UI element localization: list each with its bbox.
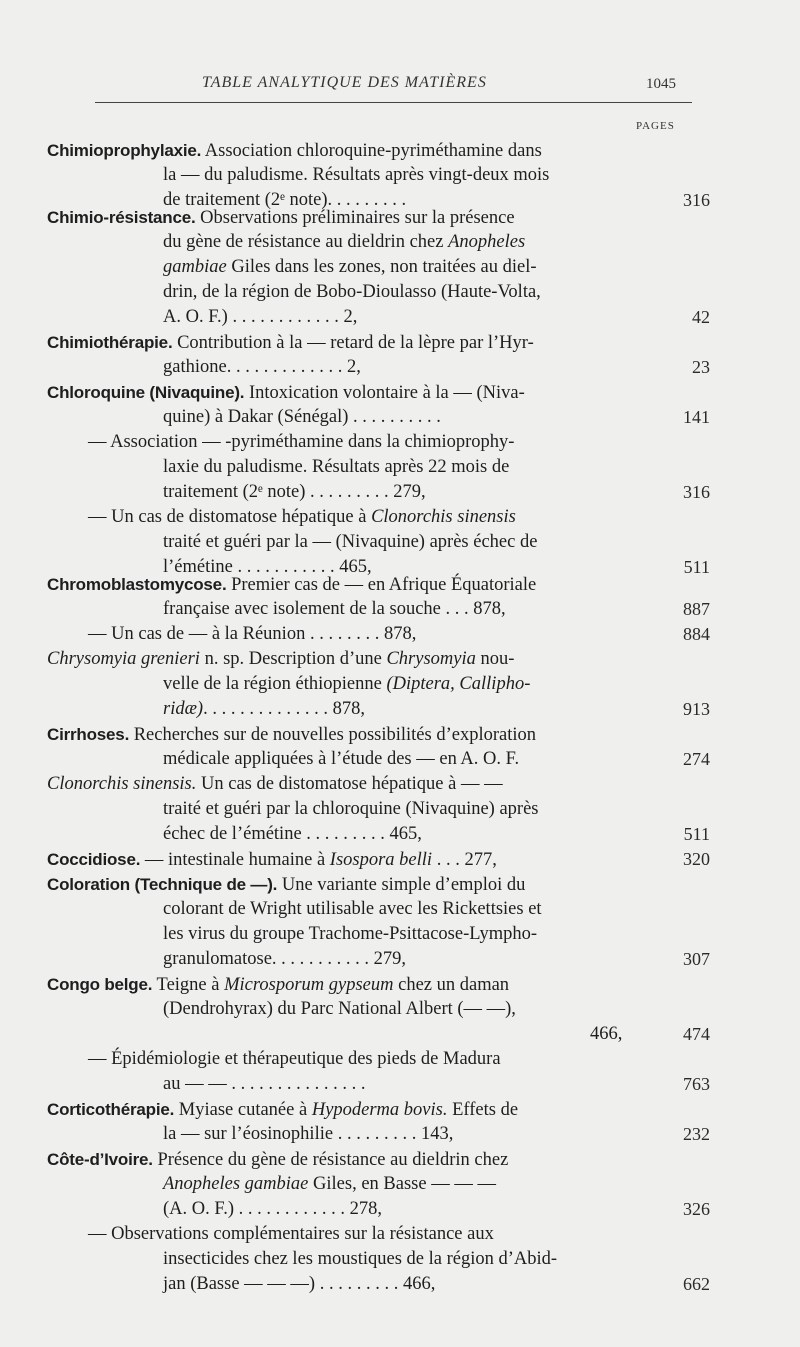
entry-text: Intoxication volontaire à la — (Niva-	[244, 383, 525, 403]
index-line	[47, 572, 536, 597]
index-line	[163, 747, 519, 772]
entry-text: Giles, en Basse — — —	[308, 1174, 496, 1194]
index-line	[47, 138, 542, 163]
page-reference: 763	[683, 1074, 710, 1094]
entry-text: traité et guéri par la — (Nivaquine) après échec de	[163, 532, 538, 552]
index-line	[88, 505, 516, 530]
entry-text: Présence du gène de résistance au dieldrin chez	[152, 1150, 509, 1170]
entry-text: A. O. F.) . . . . . . . . . . . . 2,	[163, 307, 358, 327]
page-reference: 316	[683, 190, 710, 210]
entry-text: granulomatose. . . . . . . . . . . 279,	[163, 949, 407, 969]
index-line	[163, 1272, 435, 1297]
entry-heading: Côte-d’Ivoire.	[47, 1150, 153, 1169]
entry-text: (Dendrohyrax) du Parc National Albert (— —),	[163, 999, 516, 1019]
entry-text: . . . . . . . . . . . . . . 878,	[203, 699, 365, 719]
index-line	[163, 822, 422, 847]
entry-text: — Observations complémentaires sur la résistance aux	[88, 1224, 494, 1244]
italic-text: Clonorchis sinensis.	[47, 774, 197, 794]
page-reference: 42	[692, 307, 710, 327]
entry-text: — intestinale humaine à	[140, 850, 330, 870]
index-line	[163, 530, 537, 555]
entry-text: les virus du groupe Trachome-Psittacose-Lympho-	[163, 924, 538, 944]
entry-heading: Coccidiose.	[47, 850, 141, 869]
index-line	[47, 330, 534, 355]
entry-text: . . . 277,	[432, 850, 497, 870]
entry-text: gathione. . . . . . . . . . . . . 2,	[163, 357, 361, 377]
pages-column-label: PAGES	[636, 120, 675, 132]
italic-text: Anopheles	[448, 232, 526, 252]
entry-text: la — sur l’éosinophilie . . . . . . . . . 143,	[163, 1124, 454, 1144]
index-line	[47, 872, 525, 897]
entry-text: traité et guéri par la chloroquine (Nivaquine) après	[163, 799, 539, 819]
page-reference: 320	[683, 849, 710, 869]
running-header	[0, 74, 800, 104]
index-line	[47, 380, 525, 405]
entry-heading: Congo belge.	[47, 975, 153, 994]
index-line	[163, 455, 509, 480]
entry-text: 466,	[590, 1024, 623, 1044]
index-line	[88, 622, 416, 647]
index-line	[163, 697, 365, 722]
entry-text: (A. O. F.) . . . . . . . . . . . . 278,	[163, 1199, 382, 1219]
index-line	[163, 1197, 382, 1222]
index-line	[163, 480, 426, 505]
entry-text: l’émétine . . . . . . . . . . . 465,	[163, 557, 372, 577]
page-reference: 316	[683, 482, 710, 502]
italic-text: Isospora belli	[329, 850, 433, 870]
entry-text: quine) à Dakar (Sénégal) . . . . . . . . . .	[163, 407, 441, 427]
entry-text: — Épidémiologie et thérapeutique des pieds de Madura	[88, 1049, 501, 1069]
entry-text: Un cas de distomatose hépatique à — —	[196, 774, 503, 794]
italic-text: Anopheles gambiae	[163, 1174, 309, 1194]
page-reference: 307	[683, 949, 710, 969]
entry-text: médicale appliquées à l’étude des — en A. O. F.	[163, 749, 520, 769]
italic-text: Microsporum gypseum	[224, 975, 394, 995]
index-line	[47, 972, 509, 997]
entry-heading: Chimio-résistance.	[47, 208, 196, 227]
page-reference: 474	[683, 1024, 710, 1044]
entry-text: traitement (2ᵉ note) . . . . . . . . . 279,	[163, 482, 426, 502]
index-line	[88, 1222, 494, 1247]
running-title: TABLE ANALYTIQUE DES MATIÈRES	[202, 74, 487, 91]
entry-text: — Association — -pyriméthamine dans la chimioprophy-	[88, 432, 515, 452]
index-line	[163, 922, 537, 947]
index-line	[163, 797, 539, 822]
page-reference: 232	[683, 1124, 710, 1144]
page-reference: 274	[683, 749, 710, 769]
italic-text: Clonorchis sinensis	[371, 507, 516, 527]
entry-text: colorant de Wright utilisable avec les Rickettsies et	[163, 899, 542, 919]
entry-heading: Coloration (Technique de —).	[47, 875, 278, 894]
index-line	[163, 163, 549, 188]
entry-text: Myiase cutanée à	[174, 1100, 312, 1120]
index-line	[163, 1072, 365, 1097]
entry-text: n. sp. Description d’une	[199, 649, 387, 669]
index-line	[590, 1022, 622, 1047]
page-number: 1045	[646, 76, 676, 92]
entry-text: nou-	[475, 649, 515, 669]
italic-text: Chrysomyia	[386, 649, 476, 669]
entry-heading: Chloroquine (Nivaquine).	[47, 383, 245, 402]
index-line	[47, 847, 497, 872]
entry-text: Giles dans les zones, non traitées au diel-	[226, 257, 537, 277]
entry-text: — Un cas de distomatose hépatique à	[88, 507, 372, 527]
index-line	[163, 947, 406, 972]
entry-heading: Cirrhoses.	[47, 725, 130, 744]
italic-text: ridæ)	[163, 699, 204, 719]
index-line	[163, 997, 516, 1022]
index-line	[163, 897, 542, 922]
entry-text: — Un cas de — à la Réunion . . . . . . . . 878,	[88, 624, 417, 644]
entry-text: Premier cas de — en Afrique Équatoriale	[226, 575, 537, 595]
index-line	[47, 722, 536, 747]
page-reference: 884	[683, 624, 710, 644]
page-reference: 141	[683, 407, 710, 427]
page-reference: 511	[683, 824, 710, 844]
entry-heading: Chromoblastomycose.	[47, 575, 227, 594]
entry-text: française avec isolement de la souche . . . 878,	[163, 599, 506, 619]
index-line	[163, 230, 525, 255]
entry-text: Contribution à la — retard de la lèpre par l’Hyr-	[172, 333, 534, 353]
entry-text: jan (Basse — — —) . . . . . . . . . 466,	[163, 1274, 436, 1294]
entry-text: chez un daman	[393, 975, 510, 995]
index-line	[47, 205, 515, 230]
entry-text: Teigne à	[152, 975, 225, 995]
italic-text: gambiae	[163, 257, 227, 277]
page-reference: 887	[683, 599, 710, 619]
entry-text: de traitement (2ᵉ note). . . . . . . . .	[163, 190, 407, 210]
entry-text: au — — . . . . . . . . . . . . . . .	[163, 1074, 366, 1094]
entry-text: du gène de résistance au dieldrin chez	[163, 232, 449, 252]
entry-text: Une variante simple d’emploi du	[277, 875, 526, 895]
index-line	[163, 405, 441, 430]
page-reference: 511	[683, 557, 710, 577]
page-reference: 662	[683, 1274, 710, 1294]
entry-text: Observations préliminaires sur la présence	[195, 208, 515, 228]
entry-text: échec de l’émétine . . . . . . . . . 465,	[163, 824, 422, 844]
entry-text: Association chloroquine-pyriméthamine dans	[201, 141, 542, 161]
italic-text: Chrysomyia grenieri	[47, 649, 200, 669]
entry-text: Effets de	[447, 1100, 519, 1120]
index-line	[47, 1147, 508, 1172]
entry-text: drin, de la région de Bobo-Dioulasso (Haute-Volta,	[163, 282, 541, 302]
index-line	[163, 280, 541, 305]
index-line	[163, 1247, 557, 1272]
index-line	[163, 1122, 453, 1147]
index-line	[163, 305, 357, 330]
entry-heading: Chimioprophylaxie.	[47, 141, 202, 160]
index-line	[47, 1097, 518, 1122]
header-rule	[95, 102, 692, 103]
italic-text: (Diptera, Callipho-	[386, 674, 531, 694]
index-line	[163, 255, 537, 280]
entry-text: velle de la région éthiopienne	[163, 674, 387, 694]
index-line	[88, 1047, 501, 1072]
index-line	[163, 597, 506, 622]
entry-text: la — du paludisme. Résultats après vingt-deux mois	[163, 165, 550, 185]
index-line	[163, 672, 530, 697]
entry-heading: Chimiothérapie.	[47, 333, 173, 352]
index-line	[163, 355, 361, 380]
entry-text: laxie du paludisme. Résultats après 22 mois de	[163, 457, 510, 477]
page-reference: 913	[683, 699, 710, 719]
entry-text: insecticides chez les moustiques de la région d’Abid-	[163, 1249, 558, 1269]
italic-text: Hypoderma bovis.	[311, 1100, 448, 1120]
entry-text: Recherches sur de nouvelles possibilités d’exploration	[129, 725, 536, 745]
index-line	[47, 772, 503, 797]
index-line	[163, 1172, 496, 1197]
index-line	[47, 647, 514, 672]
page-reference: 326	[683, 1199, 710, 1219]
index-line	[88, 430, 514, 455]
entry-heading: Corticothérapie.	[47, 1100, 175, 1119]
page-reference: 23	[692, 357, 710, 377]
